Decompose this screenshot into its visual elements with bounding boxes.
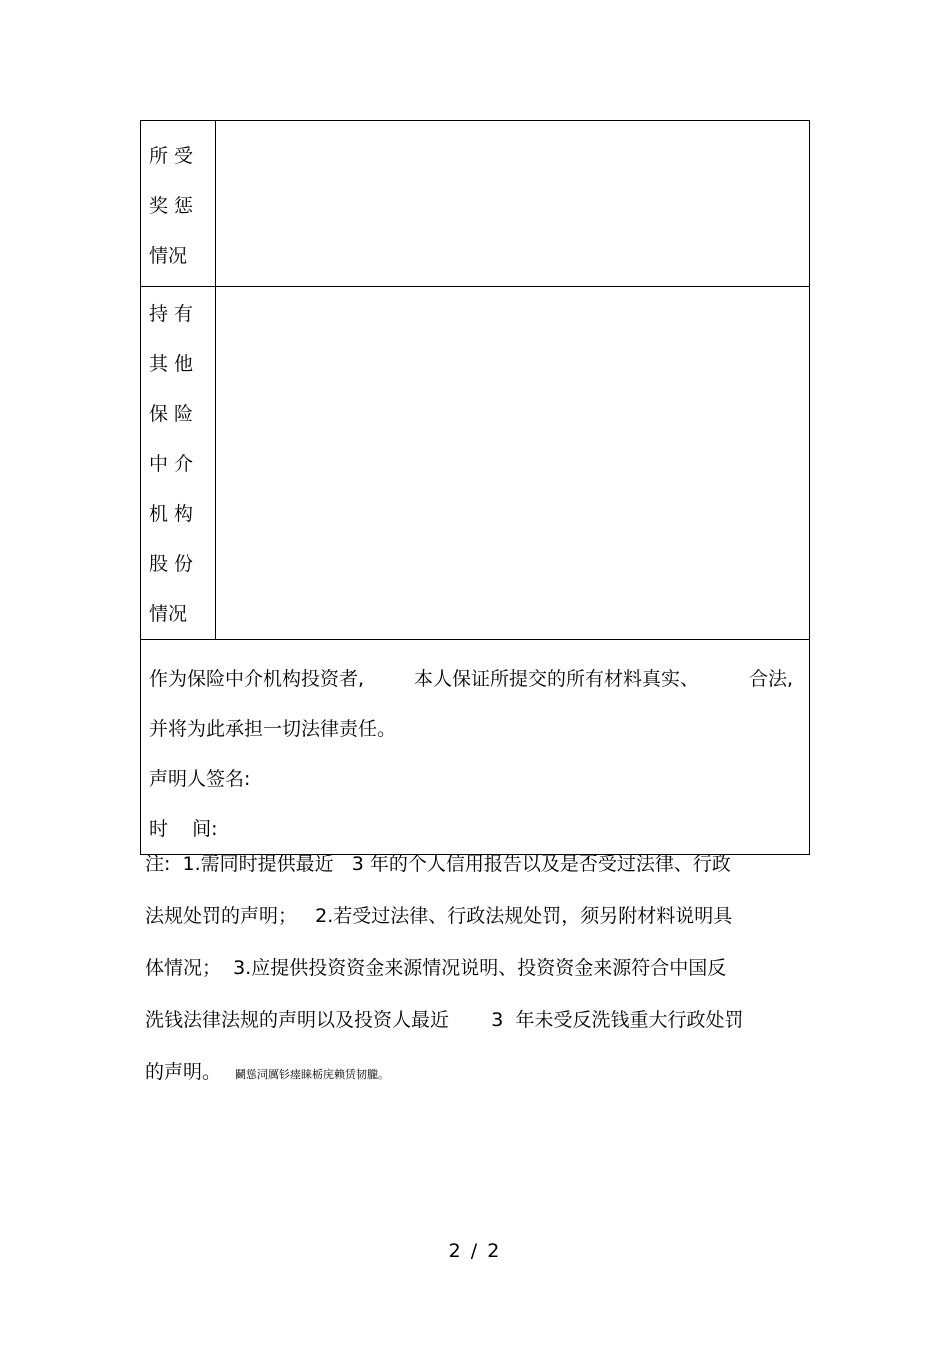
holdings-row: [141, 287, 810, 640]
holdings-label-line: 机 构: [149, 503, 194, 525]
holdings-label-cell: [141, 287, 216, 640]
holdings-label-line: 持 有: [149, 303, 194, 325]
declaration-line-2: 并将为此承担一切法律责任。: [149, 718, 397, 740]
notes-section: [145, 838, 795, 1098]
declaration-cell: [141, 640, 810, 855]
note-last-line: [145, 1046, 795, 1098]
holdings-label-line: 保 险: [149, 403, 194, 425]
time-label: 时 间:: [149, 818, 218, 840]
note-final-text: 的声明。: [145, 1061, 222, 1083]
declaration-form-table: [140, 120, 810, 855]
awards-label-line: 情况: [149, 245, 188, 267]
declaration-text-part: 作为保险中介机构投资者,: [149, 668, 365, 690]
holdings-label-line: 中 介: [149, 453, 194, 475]
signer-label: 声明人签名:: [149, 768, 251, 790]
awards-value-cell[interactable]: [216, 121, 810, 287]
awards-row: [141, 121, 810, 287]
holdings-label-line: 情况: [149, 603, 188, 625]
declaration-line-1: [149, 654, 801, 704]
note-line: 洗钱法律法规的声明以及投资人最近 3 年未受反洗钱重大行政处罚: [145, 1009, 744, 1031]
awards-label-line: 所 受: [149, 145, 194, 167]
note-line: 注: 1.需同时提供最近 3 年的个人信用报告以及是否受过法律、行政: [145, 853, 731, 875]
note-line: 体情况； 3.应提供投资资金来源情况说明、投资资金来源符合中国反: [145, 957, 727, 979]
garbled-text: 鬬慫泀厲钐瘗睐栃庑赖赁韧朧。: [235, 1068, 390, 1081]
declaration-text-part: 合法,: [748, 668, 793, 690]
holdings-label-line: 其 他: [149, 353, 194, 375]
note-line: 法规处罚的声明； 2.若受过法律、行政法规处罚，须另附材料说明具: [145, 905, 733, 927]
declaration-text-part: 本人保证所提交的所有材料真实、: [413, 668, 699, 690]
awards-label-line: 奖 惩: [149, 195, 194, 217]
holdings-value-cell[interactable]: [216, 287, 810, 640]
holdings-label-line: 股 份: [149, 553, 194, 575]
awards-label-cell: [141, 121, 216, 287]
declaration-row: [141, 640, 810, 855]
page-number: 2 / 2: [448, 1240, 502, 1262]
